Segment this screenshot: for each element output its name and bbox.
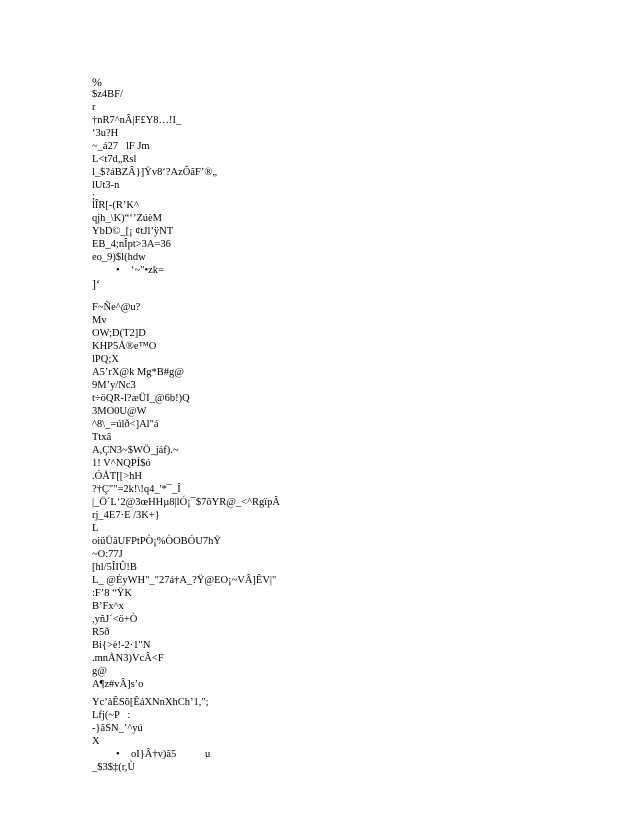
text-line: Ttxã: [92, 432, 112, 443]
text-line: L<t7d„Rsl: [92, 154, 137, 165]
text-line: A5’rX@k Mg*B#g@: [92, 367, 184, 378]
text-line: X: [92, 736, 100, 747]
text-line: eo_9)$l(hdw: [92, 252, 146, 263]
text-line: Yc’àÊSõ[ÊáXNnXhCh’1,";: [92, 697, 209, 708]
text-line: :F’8 “ŸK: [92, 588, 132, 599]
text-line: _$3$‡(r,Ù: [92, 762, 136, 773]
text-line: r: [92, 102, 96, 113]
text-line: ^8\_=úlð<]Al"á: [92, 419, 159, 430]
text-line: B’Fx^x: [92, 601, 124, 612]
text-line: g@: [92, 666, 107, 677]
bullet-item-tail: u: [205, 749, 211, 760]
text-line: $z4BF/: [92, 89, 123, 100]
bullet-icon: •: [116, 749, 120, 760]
text-line: .mnÅN3)VcÂ<F: [92, 653, 164, 664]
text-line: lUt3-n: [92, 180, 120, 191]
text-line: Lfj(~P :: [92, 710, 131, 721]
text-line: [hl/5ÎIÛ!B: [92, 562, 137, 573]
text-line: l_$?áBZÂ}]Ÿv8‘?AzÔãF’®„: [92, 167, 217, 178]
text-line: ?†Ç""=2k!\!q4_'*¯_Î: [92, 484, 181, 495]
text-line: oiüÜãUFPtPÒ¡%ÒOBÓU7hŸ: [92, 536, 221, 547]
text-line: ~O:77J: [92, 549, 123, 560]
text-line: 3MO0U@W: [92, 406, 147, 417]
text-line: ]‘: [92, 277, 100, 291]
text-line: L_ @ÈyWH"_"27á†A_?Ÿ@EO¡~VÂ]ÊV|": [92, 575, 277, 586]
text-line: L: [92, 523, 99, 534]
text-line: EB_4;nÎpt>3A=36: [92, 239, 171, 250]
text-line: Mv: [92, 315, 107, 326]
text-line: ,yñJ´<ö+Ò: [92, 614, 138, 625]
text-line: lPQ;X: [92, 354, 119, 365]
text-line: ;: [92, 191, 95, 202]
text-line: †nR7^nÂ|F£Y8…!I_: [92, 115, 182, 126]
text-line: R5ð: [92, 627, 110, 638]
text-line: %: [92, 75, 102, 89]
text-line: 1! V^NQPÍ$ó: [92, 458, 151, 469]
text-line: YbD©_[¡ ¢tJl’ÿNT: [92, 226, 174, 237]
text-line: qjh_\K)“‘’ZúèM: [92, 213, 162, 224]
bullet-icon: •: [116, 265, 120, 276]
text-line: A,ÇN3~$WÖ_jáf).~: [92, 445, 179, 456]
text-line: .ÓÅT[[>hH: [92, 471, 142, 482]
text-line: |_Ö´L‘2@3œHHµ8|lÓ¡¯$7õYR@_<^RgïpÂ: [92, 497, 281, 508]
bullet-item-text: ‘~"•zk=: [131, 265, 164, 276]
text-line: lÎR[-(R’K^: [92, 200, 139, 211]
text-line: -}ãSN_’^yú: [92, 723, 143, 734]
text-line: OW;D(T2]D: [92, 328, 146, 339]
text-line: t÷öQR-l?æÜI_@6b!)Q: [92, 393, 190, 404]
text-line: A¶z#vÂ]s’o: [92, 679, 144, 690]
text-line: KHP5Å®e™O: [92, 341, 157, 352]
text-line: ~_á27 lF Jm: [92, 141, 150, 152]
text-line: Bi{>è!-2·1"N: [92, 640, 151, 651]
text-line: 9M’y/Nc3: [92, 380, 136, 391]
bullet-item-text: oI}Â†v)ã5: [131, 749, 177, 760]
text-line: F~Ñe^@u?: [92, 302, 141, 313]
text-line: rj_4E7·E /3K+}: [92, 510, 160, 521]
text-line: ‘3u?H: [92, 128, 119, 139]
